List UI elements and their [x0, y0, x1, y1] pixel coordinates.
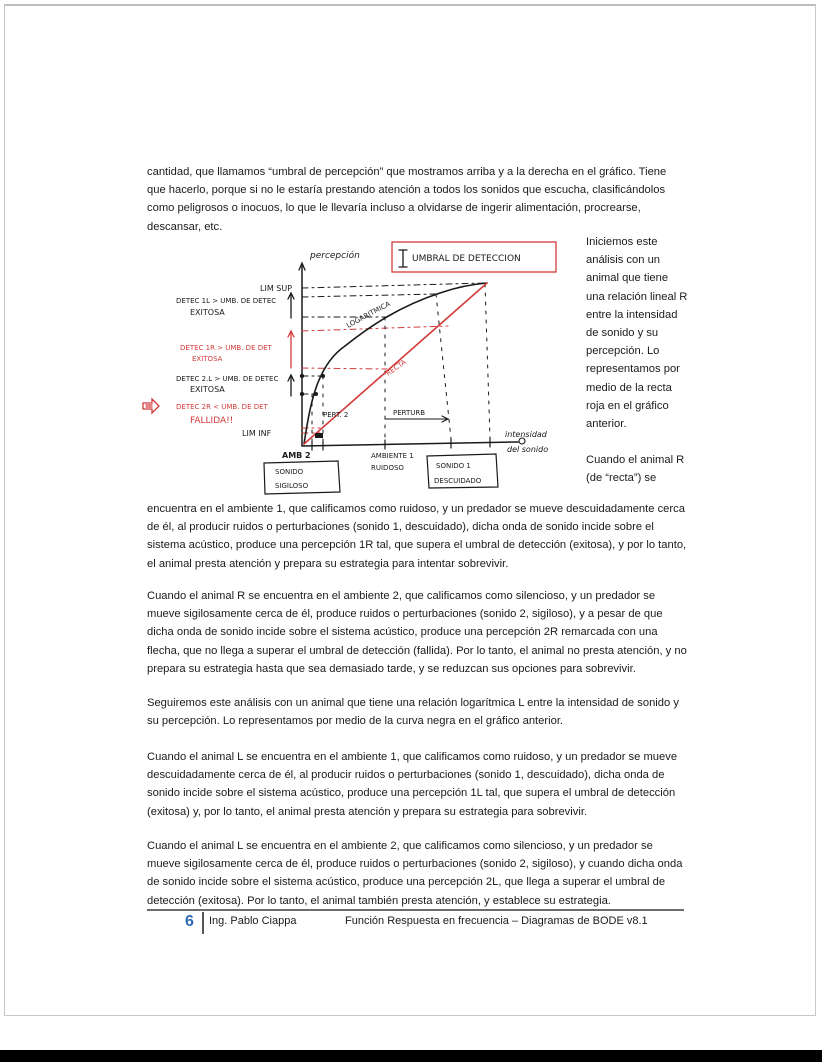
paragraph-animal-r-ambient1: [147, 500, 687, 573]
box1-line2: DESCUIDADO: [434, 477, 482, 485]
detec-2l-label: DETEC 2.L > UMB. DE DETEC: [176, 375, 279, 383]
footer-title: Función Respuesta en frecuencia – Diagramas de BODE v8.1: [345, 915, 648, 927]
x-axis-label-1: intensidad: [505, 430, 547, 439]
box2-line2: SIGILOSO: [275, 482, 309, 490]
lim-sup-label: LIM SUP: [260, 284, 293, 293]
pert2-label: PERT. 2: [323, 411, 349, 419]
log-curve-label: LOGARITMICA: [345, 299, 392, 330]
detec-1l-label: DETEC 1L > UMB. DE DETEC: [176, 297, 277, 305]
page-footer: [147, 912, 684, 934]
bottom-black-bar: [0, 1050, 822, 1062]
black-level-lines: [302, 283, 485, 394]
page-number: 6: [185, 913, 194, 930]
x-axis-label-2: del sonido: [507, 445, 549, 454]
hand-drawn-figure: [140, 236, 585, 498]
box1-line1: SONIDO 1: [436, 462, 471, 470]
intro-paragraph: [147, 163, 687, 236]
detec-2r-label: DETEC 2R < UMB. DE DET: [176, 403, 268, 411]
ambient1-sub: RUIDOSO: [371, 464, 404, 472]
paragraph-text: cantidad, que llamamos “umbral de percepción” que mostramos arriba y a la derecha en el gráfico. Tiene que hacerlo, porque si no le estaría prestando atención a todos los sonidos que escucha, clasificándolos como peligrosos o inocuos, lo que le llevaría incluso a olvidarse de ingerir alimentación, procrearse, descansar, etc.: [147, 166, 667, 233]
legend-label: UMBRAL DE DETECCION: [412, 254, 521, 264]
side-paragraph-2: Cuando el animal R (de “recta”) se: [586, 454, 685, 485]
side-column-text: [586, 233, 688, 506]
footer-author: Ing. Pablo Ciappa: [209, 915, 297, 927]
detec-2r-status: FALLIDA!!: [190, 416, 234, 426]
footer-rule: [147, 909, 684, 911]
paragraph-animal-l-intro: [147, 694, 687, 730]
paragraph-text: Seguiremos este análisis con un animal que tiene una relación logarítmica L entre la intensidad de sonido y su percepción. Lo representamos por medio de la curva negra en el gráfico anterior.: [147, 697, 679, 728]
perception-threshold-sketch: [140, 236, 585, 498]
paragraph-text: Cuando el animal L se encuentra en el ambiente 2, que calificamos como silencioso, y un predador se mueve sigilosamente cerca de él, produce ruidos o perturbaciones (sonido 2, sigiloso), y cuando dicha onda de sonido incide sobre el sistema acústico, produce una percepción 2L, que llega a superar el umbral de detección (exitosa). Por lo tanto, el animal también presta atención, y establece su estrategia.: [147, 840, 683, 907]
lim-inf-label: LIM INF: [242, 429, 272, 438]
box2-line1: SONIDO: [275, 468, 304, 476]
detec-1l-status: EXITOSA: [190, 308, 225, 317]
paragraph-text: Cuando el animal L se encuentra en el ambiente 1, que calificamos como ruidoso, y un predador se mueve descuidadamente cerca de él, al producir ruidos o perturbaciones (sonido 1, descuidado), dicha onda de sonido incide sobre el sistema acústico, produce una percepción 1L tal, que supera el umbral de detección (exitosa) y, por lo tanto, el animal presta atención y prepara su estrategia para sobrevivir.: [147, 751, 678, 818]
paragraph-animal-l-ambient2: [147, 837, 687, 910]
ambient1-label: AMBIENTE 1: [371, 452, 414, 460]
threshold-bar-icon: [399, 250, 407, 267]
warning-arrow-icon: [143, 399, 159, 413]
x-axis: [302, 442, 518, 446]
linear-curve-label: RECTA: [384, 358, 408, 378]
detec-2l-status: EXITOSA: [190, 385, 225, 394]
paragraph-text: Cuando el animal R se encuentra en el ambiente 2, que calificamos como silencioso, y un predador se mueve sigilosamente cerca de él, produce ruidos o perturbaciones (sonido 2, sigiloso), y a pesar de que dicha onda de sonido incide sobre el sistema acústico, produce una percepción 2R remarcada con una flecha, que no llega a superar el umbral de detección (fallida). Por lo tanto, el animal no presta atención, y no prepara su estrategia hasta que sea demasiado tarde, y se reduzcan sus opciones para sobrevivir.: [147, 590, 687, 675]
paragraph-animal-l-ambient1: [147, 748, 687, 821]
paragraph-animal-r-ambient2: [147, 587, 687, 678]
perturb-label: PERTURB: [393, 409, 426, 417]
footer-divider: [202, 912, 204, 934]
y-axis-label: percepción: [310, 251, 360, 261]
detection-arrows-red: [288, 331, 294, 368]
ambient2-label: AMB 2: [282, 451, 311, 460]
detec-1r-status: EXITOSA: [192, 355, 223, 363]
detec-1r-label: DETEC 1R > UMB. DE DET: [180, 344, 272, 352]
side-paragraph-1: Iniciemos este análisis con un animal que tiene una relación lineal R entre la intensidad de sonido y su percepción. Lo representamos por medio de la recta roja en el gráfico anterior.: [586, 236, 688, 431]
paragraph-text: encuentra en el ambiente 1, que calificamos como ruidoso, y un predador se mueve descuidadamente cerca de él, al producir ruidos o perturbaciones (sonido 1, descuidado), dicha onda de sonido incide sobre el sistema acústico, produce una percepción 1R tal, que supera el umbral de detección (exitosa), y por lo tanto, el animal presta atención y prepara su estrategia para intentar sobrevivir.: [147, 503, 687, 570]
